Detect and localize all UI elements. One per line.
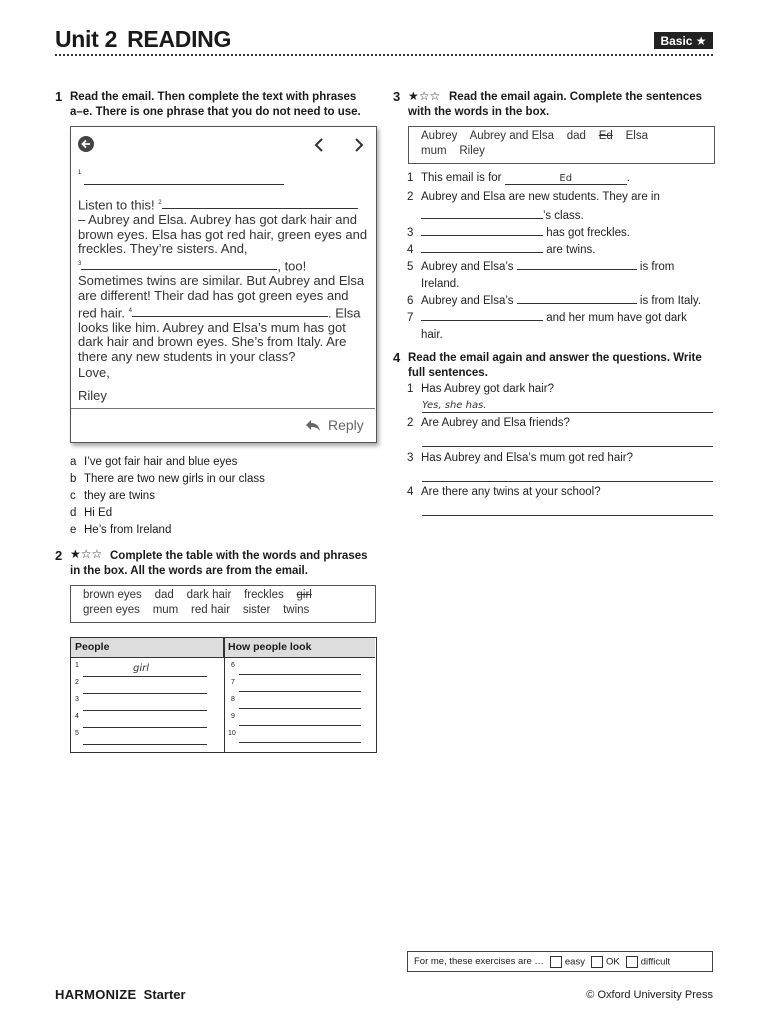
page-title: Unit 2 READING bbox=[55, 26, 232, 52]
answer-line-4[interactable] bbox=[422, 515, 713, 516]
exercise-4-number: 4 bbox=[393, 350, 401, 365]
checkbox-ok[interactable]: OK bbox=[591, 956, 620, 968]
word-box-2: brown eyes dad dark hair freckles girl green eyes mum red hair sister twins bbox=[70, 585, 376, 623]
exercise-3-number: 3 bbox=[393, 89, 401, 104]
back-circle-icon[interactable] bbox=[77, 135, 97, 155]
blank-2[interactable] bbox=[162, 196, 358, 209]
exercise-4-question-3: 3 Has Aubrey and Elsa’s mum got red hair? bbox=[407, 452, 634, 464]
answer-line-3[interactable] bbox=[422, 481, 713, 482]
exercise-2-number: 2 bbox=[55, 548, 63, 563]
word-box-3: Aubrey Aubrey and Elsa dad Ed Elsa mum Riley bbox=[408, 126, 715, 164]
exercise-4-question-1: 1 Has Aubrey got dark hair? bbox=[407, 383, 554, 395]
blank-3[interactable] bbox=[81, 257, 277, 270]
header-divider bbox=[55, 54, 713, 56]
exercise-3-item-4: 4 are twins. bbox=[407, 240, 717, 256]
exercise-4-instruction: Read the email again and answer the questions. Write full sentences. bbox=[408, 352, 702, 379]
footer-copyright: © Oxford University Press bbox=[586, 989, 713, 1001]
exercise-3-item-7: 7 and her mum have got dark hair. bbox=[407, 308, 717, 344]
email-sender: Riley bbox=[78, 388, 107, 403]
feedback-label: For me, these exercises are … bbox=[414, 956, 544, 967]
exercise-4-question-2: 2 Are Aubrey and Elsa friends? bbox=[407, 417, 570, 429]
email-divider bbox=[71, 408, 375, 409]
exercise-1-number: 1 bbox=[55, 89, 63, 104]
exercise-4-question-4: 4 Are there any twins at your school? bbox=[407, 486, 601, 498]
exercise-3-item-2: 2 Aubrey and Elsa are new students. They are in ’s class. bbox=[407, 191, 660, 222]
reply-button[interactable]: Reply bbox=[328, 417, 364, 433]
blank-4[interactable] bbox=[132, 304, 328, 317]
email-closing: Love, bbox=[78, 365, 110, 380]
checkbox-difficult[interactable]: difficult bbox=[626, 956, 670, 968]
col-people: People bbox=[71, 638, 224, 657]
exercise-3-instruction: Read the email again. Complete the sentences with the words in the box. bbox=[408, 91, 703, 118]
checkbox-easy[interactable]: easy bbox=[550, 956, 585, 968]
example-answer: Yes, she has. bbox=[422, 400, 487, 411]
footer-brand: HARMONIZE Starter bbox=[55, 987, 186, 1002]
exercise-3-item-3: 3 has got freckles. bbox=[407, 223, 717, 239]
answer-line-1[interactable] bbox=[422, 412, 713, 413]
reply-icon[interactable] bbox=[304, 418, 322, 432]
difficulty-stars-icon: ★☆☆ bbox=[408, 89, 441, 103]
exercise-3-item-5: 5 Aubrey and Elsa’s is from Ireland. bbox=[407, 257, 717, 293]
exercise-2-instruction: Complete the table with the words and phrases in the box. All the words are from the email. bbox=[70, 550, 368, 577]
option-d: d Hi Ed bbox=[70, 507, 113, 519]
option-a: a I’ve got fair hair and blue eyes bbox=[70, 456, 238, 468]
people-table: People How people look 1 girl 2 3 4 5 6 7 8 9 10 bbox=[70, 637, 377, 753]
difficulty-stars-icon: ★☆☆ bbox=[70, 547, 103, 561]
level-badge: Basic ★ bbox=[654, 32, 713, 49]
exercise-1-options bbox=[70, 454, 370, 539]
col-how-people-look: How people look bbox=[224, 638, 375, 657]
exercise-3-item-6: 6 Aubrey and Elsa’s is from Italy. bbox=[407, 291, 717, 307]
option-b: b There are two new girls in our class bbox=[70, 473, 265, 485]
chevron-left-icon[interactable] bbox=[312, 137, 326, 153]
chevron-right-icon[interactable] bbox=[352, 137, 366, 153]
email-body: Listen to this! $^2$ – Aubrey and Elsa. Aubrey has got dark hair and brown eyes. Elsa has got red hair, green eyes and freckles. They’re sisters. And, $^3$ , too! Sometimes twins are similar. But Aubrey and Elsa are different! Their dad has got green eyes and red hair. $^4$ . Elsa looks like him. Aubrey and Elsa’s mum has got dark hair and brown eyes. She’s from Italy. Are there any new students in your class? bbox=[78, 197, 368, 365]
answer-line-2[interactable] bbox=[422, 446, 713, 447]
blank-1[interactable] bbox=[84, 172, 284, 185]
exercise-1-instruction: Read the email. Then complete the text with phrases a–e. There is one phrase that you do not need to use. bbox=[70, 91, 361, 118]
option-e: e He’s from Ireland bbox=[70, 524, 172, 536]
option-c: c they are twins bbox=[70, 490, 155, 502]
exercise-3-item-1: 1 This email is for Ed . bbox=[407, 172, 630, 184]
feedback-box bbox=[407, 951, 713, 972]
